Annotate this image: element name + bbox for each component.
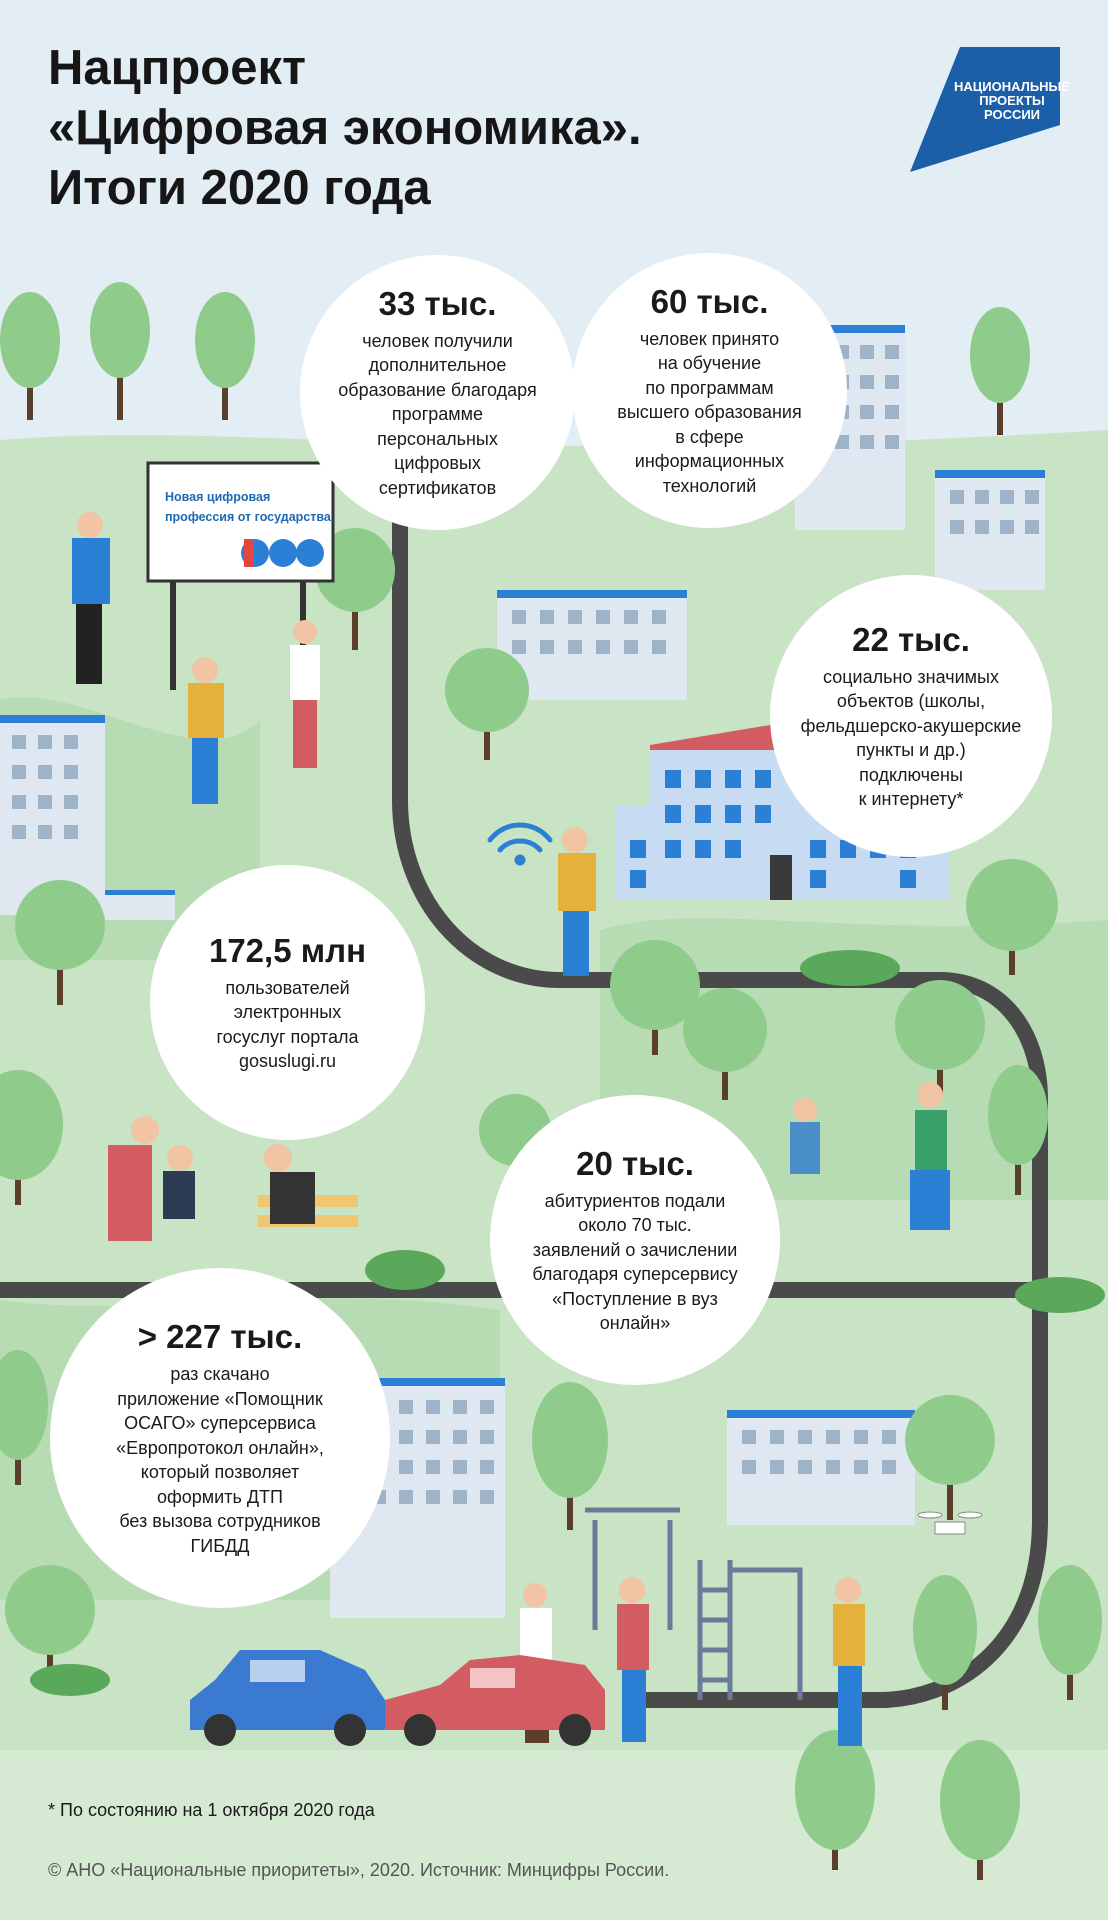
title-line-2: «Цифровая экономика». [48,101,642,155]
stat-bubble-internet [770,575,1052,857]
stat-value: 20 тыс. [576,1144,694,1182]
title-line-1: Нацпроект [48,41,306,95]
stat-text: раз скачано приложение «Помощник ОСАГО» суперсервиса «Европротокол онлайн», который позволяет оформить ДТП без вызова сотрудников ГИБДД [116,1364,324,1556]
logo-big-line-2: ПРОЕКТЫ [979,93,1045,108]
logo-big-line-3: РОССИИ [983,107,1041,122]
stat-bubble-gosuslugi [150,865,425,1140]
stat-bubble-certificates [300,255,575,530]
stat-value: > 227 тыс. [137,1318,303,1355]
stat-bubble-university [490,1095,780,1385]
billboard-text [165,487,340,527]
logo-big-line-1: НАЦИОНАЛЬНЫЕ [954,79,1070,94]
stat-text: абитуриентов подали около 70 тыс. заявлений о зачислении благодаря суперсервису «Поступление в вуз онлайн» [532,1190,738,1333]
stat-bubble-osago [50,1268,390,1608]
page-title [48,38,708,218]
billboard-line-2: профессия от государства [165,510,331,524]
stat-value: 22 тыс. [852,620,970,658]
logo-text [952,52,1072,122]
logo-small-line-1: ЦИФРОВАЯ [982,52,1042,63]
stat-value: 60 тыс. [650,282,769,320]
stat-bubble-it-education [572,253,847,528]
stat-text: человек принято на обучение по программам высшего образования в сфере информационных технологий [617,328,802,496]
stat-value: 172,5 млн [208,931,367,969]
stat-value: 33 тыс. [378,284,497,322]
title-line-3: Итоги 2020 года [48,161,431,215]
billboard-line-1: Новая цифровая [165,490,271,504]
footnote: * По состоянию на 1 октября 2020 года [48,1800,375,1820]
logo-small-line-2: ЭКОНОМИКА [979,63,1045,74]
stat-text: человек получили дополнительное образование благодаря программе персональных цифровых сертификатов [338,330,537,498]
stat-text: пользователей электронных госуслуг портала gosuslugi.ru [216,977,359,1071]
copyright: © АНО «Национальные приоритеты», 2020. Источник: Минцифры России. [48,1860,670,1880]
stat-text: социально значимых объектов (школы, фельдшерско-акушерские пункты и др.) подключены к интернету* [800,666,1022,809]
